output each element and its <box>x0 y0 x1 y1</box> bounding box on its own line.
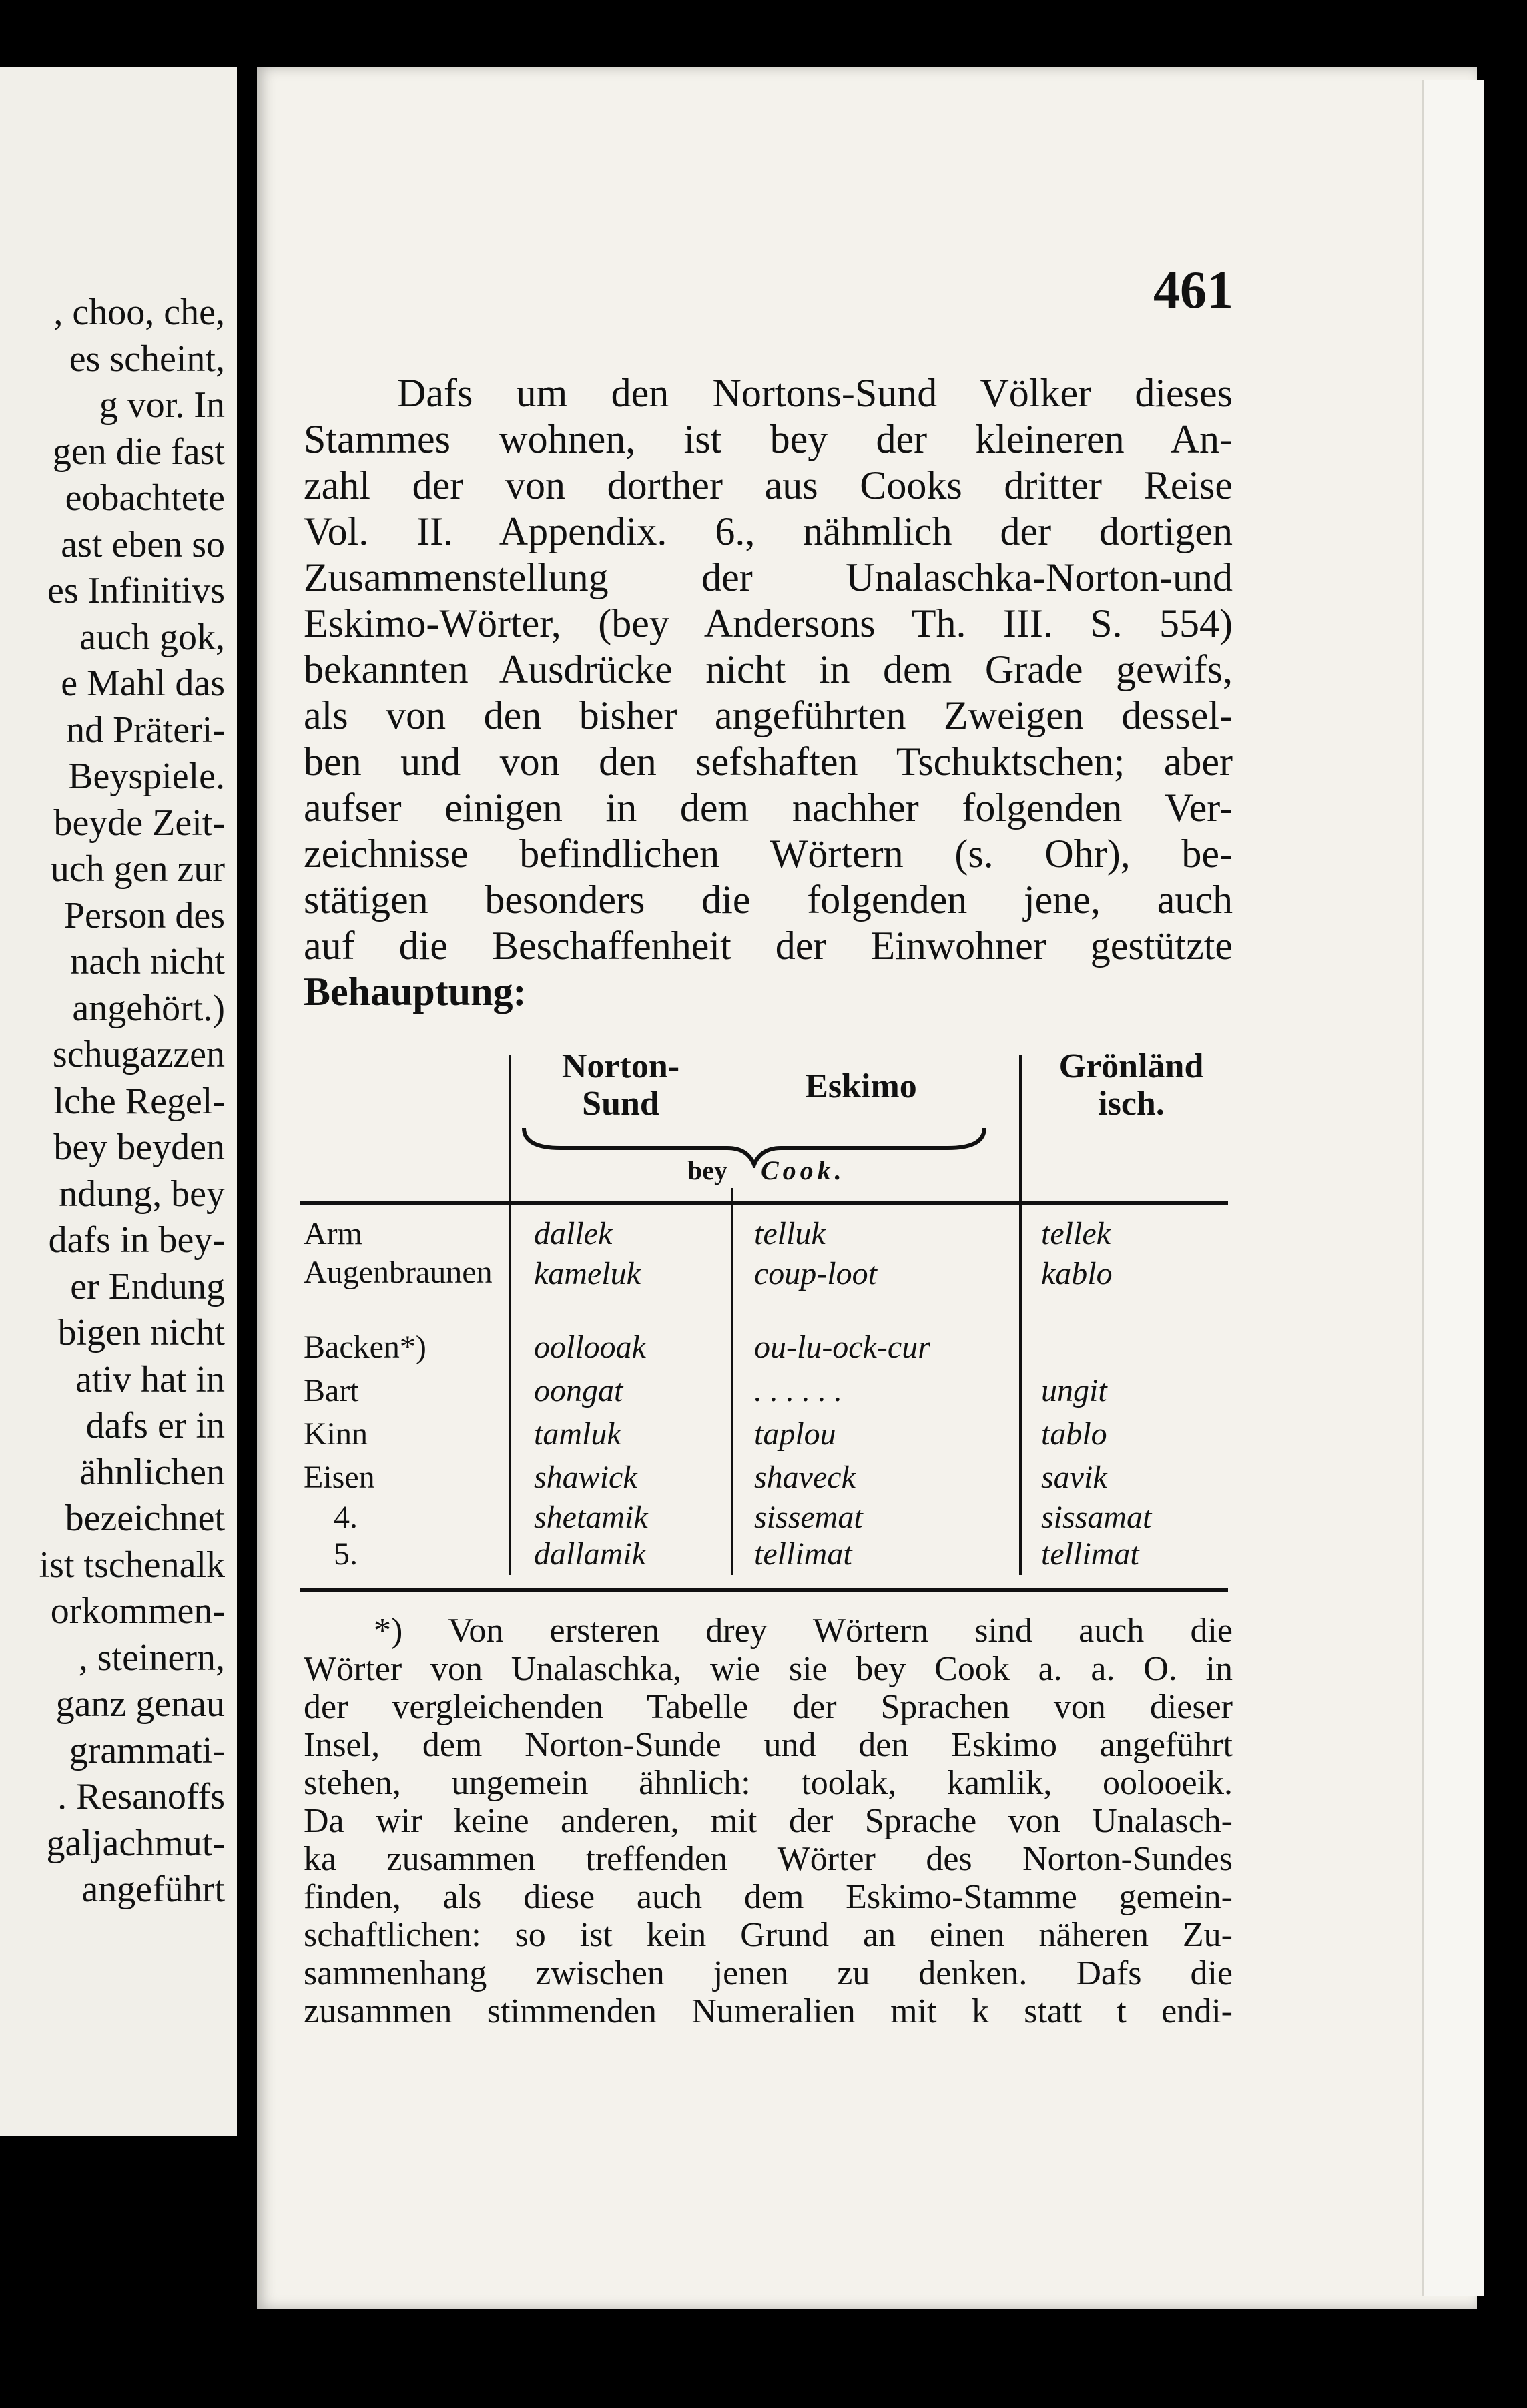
page-edge <box>1422 80 1484 2296</box>
body-line: Stammes wohnen, ist bey der kleineren An- <box>304 417 1233 461</box>
table-col-divider-3 <box>1019 1055 1022 1575</box>
left-page-line: ist tschenalk <box>39 1544 225 1586</box>
table-cell-norton: shetamik <box>534 1500 648 1535</box>
left-page-line: ast eben so <box>61 523 225 565</box>
footnote-line: schaftlichen: so ist kein Grund an einen näheren Zu- <box>304 1916 1233 1954</box>
footnote-line: Da wir keine anderen, mit der Sprache von Unalasch- <box>304 1802 1233 1840</box>
left-page-line: angeführt <box>81 1869 225 1910</box>
table-cell-groenland: savik <box>1041 1460 1107 1495</box>
left-page-line: grammati- <box>69 1729 225 1771</box>
table-cell-groenland: ungit <box>1041 1373 1107 1408</box>
table-top-rule <box>300 1201 1228 1205</box>
table-cell-eskimo: sissemat <box>754 1500 863 1535</box>
left-page-line: galjachmut- <box>46 1822 225 1864</box>
table-brace <box>521 1121 988 1168</box>
table-bottom-rule <box>300 1588 1228 1592</box>
left-page-line: uch gen zur <box>50 848 225 890</box>
table-cell-groenland: tellek <box>1041 1216 1111 1251</box>
col-header-groenland-text: Grönländisch. <box>1058 1047 1204 1123</box>
body-line: aufser einigen in dem nachher folgenden Ver- <box>304 786 1233 830</box>
left-page-line: nach nicht <box>70 941 225 982</box>
table-row-word: 4. <box>334 1500 358 1535</box>
table-cell-eskimo: telluk <box>754 1216 826 1251</box>
body-line: bekannten Ausdrücke nicht in dem Grade gewifs, <box>304 647 1233 691</box>
body-line: stätigen besonders die folgenden jene, auch <box>304 878 1233 922</box>
page-gutter <box>237 67 257 2136</box>
table-cell-norton: oollooak <box>534 1329 646 1365</box>
col-header-eskimo: Eskimo <box>805 1067 917 1105</box>
table-row-word: Backen*) <box>304 1329 426 1365</box>
left-page-line: e Mahl das <box>61 663 225 704</box>
body-line: als von den bisher angeführten Zweigen dessel- <box>304 693 1233 737</box>
table-cell-eskimo: tellimat <box>754 1536 852 1572</box>
table-row-word: 5. <box>334 1536 358 1572</box>
left-page-line: ativ hat in <box>75 1358 225 1400</box>
left-page-line: Beyspiele. <box>68 756 225 797</box>
table-cell-eskimo: . . . . . . <box>754 1373 842 1408</box>
cook-label: Cook. <box>761 1155 846 1185</box>
left-page-line: ganz genau <box>55 1683 225 1725</box>
left-page-line: g vor. In <box>99 384 225 426</box>
body-line: auf die Beschaffenheit der Einwohner gestützte <box>304 924 1233 968</box>
body-line: Vol. II. Appendix. 6., nähmlich der dortigen <box>304 509 1233 553</box>
left-page-fragment <box>0 67 237 2136</box>
body-line: zeichnisse befindlichen Wörtern (s. Ohr), be- <box>304 832 1233 876</box>
left-page-line: , steinern, <box>78 1636 225 1679</box>
footnote-line: der vergleichenden Tabelle der Sprachen von dieser <box>304 1688 1233 1726</box>
table-row-word: Eisen <box>304 1460 375 1495</box>
footnote-line: Wörter von Unalaschka, wie sie bey Cook a. a. O. in <box>304 1650 1233 1688</box>
left-page-line: bigen nicht <box>57 1312 225 1353</box>
left-page-line: beyde Zeit- <box>53 802 225 844</box>
footnote-line: stehen, ungemein ähnlich: toolak, kamlik, oolooeik. <box>304 1764 1233 1802</box>
left-page-line: bezeichnet <box>65 1498 225 1539</box>
body-line: Zusammenstellung der Unalaschka-Norton-und <box>304 555 1233 599</box>
table-row-word: Augenbraunen <box>304 1255 493 1290</box>
left-page-line: bey beyden <box>53 1127 225 1168</box>
left-page-line: orkommen- <box>50 1590 225 1632</box>
body-line: Behauptung: <box>304 970 527 1014</box>
left-page-line: es Infinitivs <box>47 570 225 611</box>
table-cell-norton: tamluk <box>534 1416 621 1452</box>
page-number: 461 <box>1153 261 1233 320</box>
left-page-line: eobachtete <box>65 477 225 519</box>
footnote-line: finden, als diese auch dem Eskimo-Stamme gemein- <box>304 1878 1233 1916</box>
left-page-line: lche Regel- <box>53 1080 225 1122</box>
col-header-norton-sund <box>527 1048 714 1123</box>
left-page-line: schugazzen <box>52 1034 225 1075</box>
left-page-line: Person des <box>63 894 225 936</box>
table-row-word: Arm <box>304 1216 362 1251</box>
table-cell-norton: kameluk <box>534 1256 641 1291</box>
table-cell-groenland: tellimat <box>1041 1536 1139 1572</box>
left-page-line: ndung, bey <box>59 1173 225 1215</box>
left-page-line: dafs er in <box>85 1405 225 1446</box>
footnote-line: ka zusammen treffenden Wörter des Norton-Sundes <box>304 1840 1233 1878</box>
left-page-line: auch gok, <box>79 616 225 658</box>
table-col-divider-2 <box>731 1188 733 1575</box>
table-row-word: Kinn <box>304 1416 368 1452</box>
body-line: Eskimo-Wörter, (bey Andersons Th. III. S. 554) <box>304 601 1233 645</box>
table-cell-norton: dallek <box>534 1216 613 1251</box>
table-cell-norton: dallamik <box>534 1536 646 1572</box>
table-col-divider-1 <box>509 1055 511 1575</box>
table-cell-norton: shawick <box>534 1460 637 1495</box>
footnote-line: *) Von ersteren drey Wörtern sind auch die <box>374 1612 1233 1650</box>
body-line: ben und von den sefshaften Tschuktschen; aber <box>304 739 1233 784</box>
left-page-line: angehört.) <box>72 987 225 1029</box>
left-page-line: nd Präteri- <box>66 709 225 751</box>
table-cell-groenland: tablo <box>1041 1416 1107 1452</box>
footnote-line: zusammen stimmenden Numeralien mit k statt t endi- <box>304 1992 1233 2030</box>
left-page-line: , choo, che, <box>53 292 225 333</box>
left-page-line: dafs in bey- <box>48 1219 225 1261</box>
table-row-word: Bart <box>304 1373 359 1408</box>
table-cell-norton: oongat <box>534 1373 623 1408</box>
left-page-line: . Resanoffs <box>57 1776 225 1817</box>
table-cell-groenland: sissamat <box>1041 1500 1152 1535</box>
table-cell-eskimo: taplou <box>754 1416 836 1452</box>
table-cell-groenland: kablo <box>1041 1256 1113 1291</box>
footnote-line: sammenhang zwischen jenen zu denken. Dafs die <box>304 1954 1233 1992</box>
table-cell-eskimo: coup-loot <box>754 1256 877 1291</box>
col-header-groenland <box>1034 1048 1228 1123</box>
left-page-line: gen die fast <box>52 430 225 473</box>
body-line: zahl der von dorther aus Cooks dritter Reise <box>304 463 1233 507</box>
body-line: Dafs um den Nortons-Sund Völker dieses <box>397 371 1233 415</box>
footnote-line: Insel, dem Norton-Sunde und den Eskimo angeführt <box>304 1726 1233 1764</box>
bey-label: bey <box>687 1155 727 1185</box>
left-page-line: er Endung <box>70 1265 225 1307</box>
left-page-line: ähnlichen <box>79 1451 225 1493</box>
table-cell-eskimo: shaveck <box>754 1460 856 1495</box>
table-cell-eskimo: ou-lu-ock-cur <box>754 1329 930 1365</box>
col-header-norton-text: Norton-Sund <box>561 1047 680 1123</box>
left-page-line: es scheint, <box>69 338 225 380</box>
